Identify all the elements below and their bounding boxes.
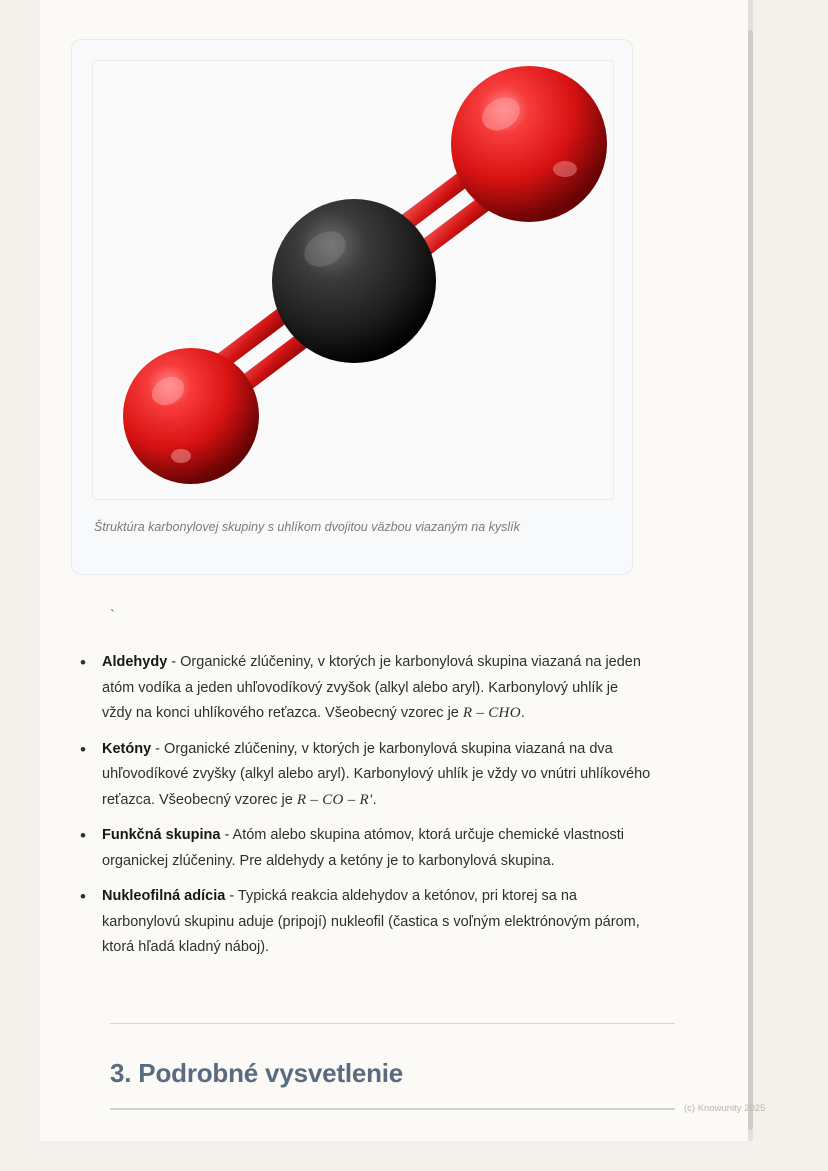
list-item-dash: - <box>220 827 233 843</box>
list-item-dash: - <box>225 888 238 904</box>
list-item-term: Ketóny <box>102 740 152 757</box>
stray-backtick-text: ` <box>110 608 115 623</box>
figure-image-container <box>92 60 614 500</box>
page-right-margin <box>752 0 828 1141</box>
figure-card <box>71 39 633 575</box>
list-item-text: Atóm alebo skupina atómov, ktorá určuje chemické vlastnosti organickej zlúčeniny. Pre aldehydy a ketóny je to karbonylová skupina. <box>102 827 624 869</box>
list-item <box>71 823 651 874</box>
list-item <box>71 650 651 727</box>
list-item-tail: . <box>520 705 525 721</box>
list-item-text: Organické zlúčeniny, v ktorých je karbonylová skupina viazaná na jeden atóm vodíka a jeden uhľovodíkový zvyšok (alkyl alebo aryl). Karbonylový uhlík je vždy na konci uhlíkového reťazca. Všeobecný vzorec je <box>102 654 641 721</box>
list-item-tail: . <box>372 791 377 808</box>
page-title: 3. Podrobné vysvetlenie <box>110 1058 404 1088</box>
list-item-dash: - <box>167 654 181 670</box>
list-item <box>71 884 651 961</box>
list-item-formula: R – CHO <box>462 705 521 721</box>
figure-caption: Štruktúra karbonylovej skupiny s uhlíkom dvojitou väzbou viazaným na kyslík <box>94 520 520 534</box>
list-item-term: Nukleofilná adícia <box>102 888 226 904</box>
list-item-dash: - <box>151 740 165 757</box>
document-content-column <box>40 0 752 1141</box>
watermark: (c) Knowunity 2025 <box>684 1103 766 1114</box>
heading-underline <box>110 1108 675 1110</box>
scrollbar-thumb[interactable] <box>748 30 753 1130</box>
list-item-term: Funkčná skupina <box>102 827 221 843</box>
definition-list <box>71 650 651 971</box>
list-item-formula: R – CO – R′ <box>296 791 373 808</box>
section-divider <box>110 1023 675 1024</box>
list-item-text: Organické zlúčeniny, v ktorých je karbonylová skupina viazaná na dva uhľovodíkové zvyšky (alkyl alebo aryl). Karbonylový uhlík je vždy vo vnútri uhlíkového reťazca. Všeobecný vzorec je <box>102 740 651 808</box>
page-bottom-margin <box>0 1141 828 1171</box>
list-item <box>71 737 651 814</box>
list-item-term: Aldehydy <box>102 654 168 670</box>
list-item-text: Typická reakcia aldehydov a ketónov, pri ktorej sa na karbonylovú skupinu aduje (pripojí) nukleofil (častica s voľným elektrónovým párom, ktorá hľadá kladný náboj). <box>102 888 640 955</box>
carbon-dioxide-molecule-icon <box>93 61 614 500</box>
